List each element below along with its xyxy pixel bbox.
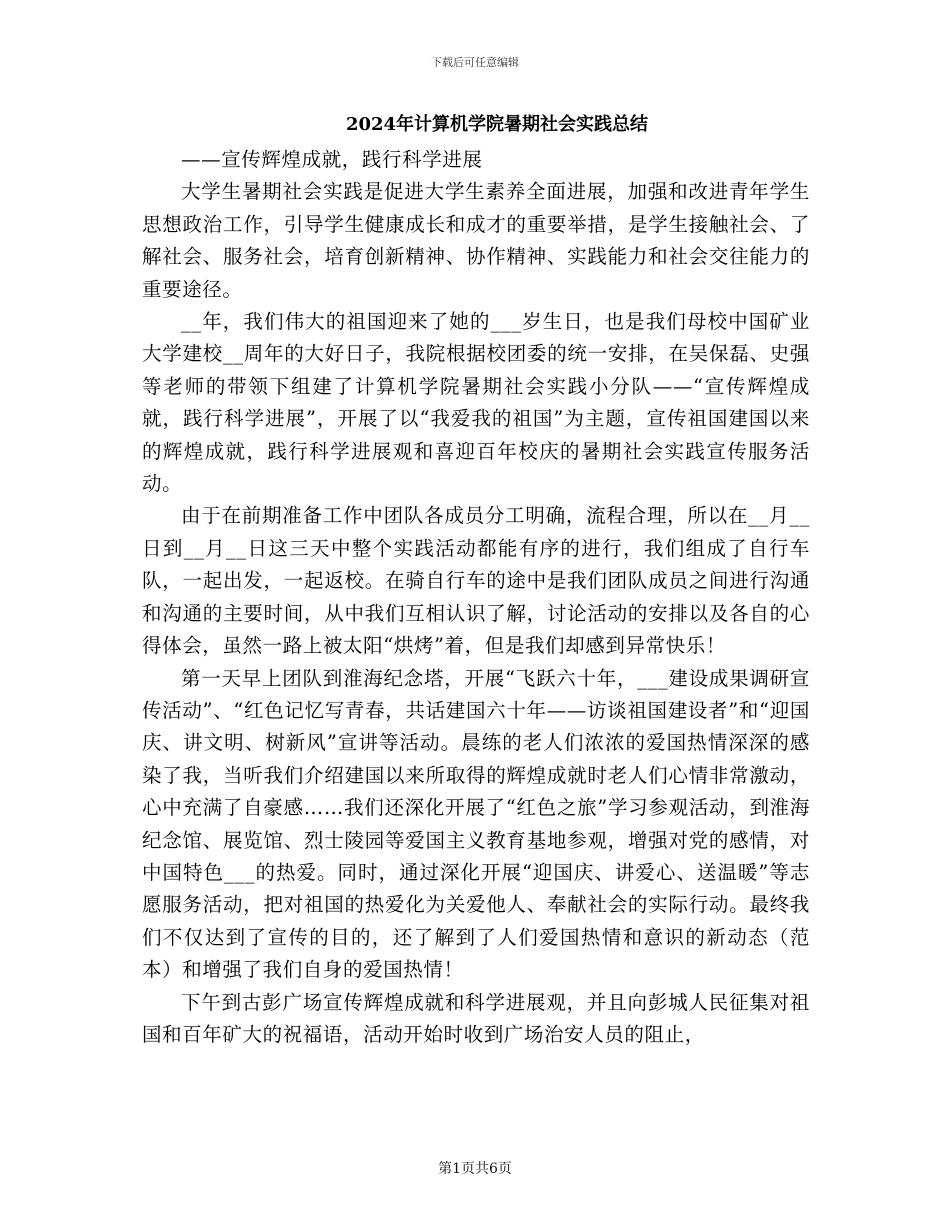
subtitle-line: ——宣传辉煌成就，践行科学进展 (181, 148, 483, 171)
body-paragraph: __年，我们伟大的祖国迎来了她的___岁生日，也是我们母校中国矿业大学建校__周年的大好日子，我院根据校团委的统一安排，在吴保磊、史强等老师的带领下组建了计算机学院暑期社会实践小分队——“宣传辉煌成就，践行科学进展”，开展了以“我爱我的祖国”为主题，宣传祖国建国以来的辉煌成就，践行科学进展观和喜迎百年校庆的暑期社会实践宣传服务活动。 (142, 310, 810, 496)
header-note: 下载后可任意编辑 (431, 56, 519, 69)
document-body (142, 144, 810, 1051)
document-title: 2024年计算机学院暑期社会实践总结 (345, 114, 649, 135)
body-paragraph: 第一天早上团队到淮海纪念塔，开展“飞跃六十年，___建设成果调研宣传活动”、“红色记忆写青春，共话建国六十年——访谈祖国建设者”和“迎国庆、讲文明、树新风”宣讲等活动。晨练的老人们浓浓的爱国热情深深的感染了我，当听我们介绍建国以来所取得的辉煌成就时老人们心情非常激动，心中充满了自豪感……我们还深化开展了“红色之旅”学习参观活动，到淮海纪念馆、展览馆、烈士陵园等爱国主义教育基地参观，增强对党的感情，对中国特色___的热爱。同时，通过深化开展“迎国庆、讲爱心、送温暖”等志愿服务活动，把对祖国的热爱化为关爱他人、奉献社会的实际行动。最终我们不仅达到了宣传的目的，还了解到了人们爱国热情和意识的新动态（范本）和增强了我们自身的爱国热情！ (142, 666, 810, 982)
body-paragraph: 由于在前期准备工作中团队各成员分工明确，流程合理，所以在__月__日到__月__日这三天中整个实践活动都能有序的进行，我们组成了自行车队，一起出发，一起返校。在骑自行车的途中是我们团队成员之间进行沟通和沟通的主要时间，从中我们互相认识了解，讨论活动的安排以及各自的心得体会，虽然一路上被太阳“烘烤”着，但是我们却感到异常快乐！ (142, 504, 810, 658)
body-paragraph: 大学生暑期社会实践是促进大学生素养全面进展，加强和改进青年学生思想政治工作，引导学生健康成长和成才的重要举措，是学生接触社会、了解社会、服务社会，培育创新精神、协作精神、实践能力和社会交往能力的重要途径。 (142, 180, 810, 301)
body-paragraph: 下午到古彭广场宣传辉煌成就和科学进展观，并且向彭城人民征集对祖国和百年矿大的祝福语，活动开始时收到广场治安人员的阻止， (142, 990, 810, 1046)
page-footer: 第1页共6页 (438, 1161, 512, 1177)
